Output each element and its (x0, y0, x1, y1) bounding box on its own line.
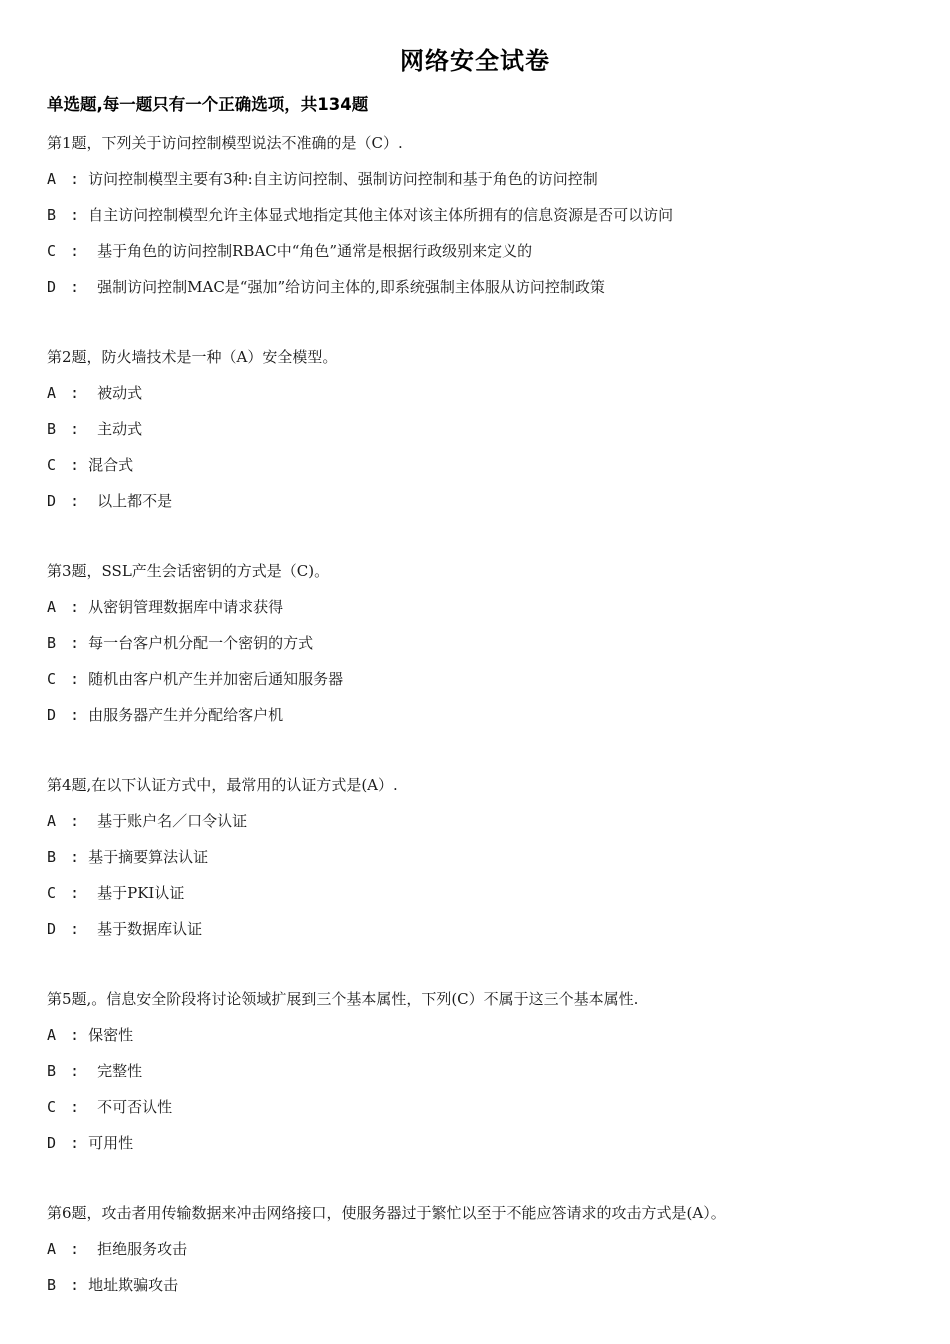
option-c (47, 447, 927, 483)
question-3 (47, 553, 927, 733)
option-text: 基于数据库认证 (97, 920, 203, 938)
option-text: 完整性 (97, 1062, 143, 1080)
option-text: 地址欺骗攻击 (88, 1276, 179, 1294)
option-separator: : (61, 278, 98, 296)
question-6 (47, 1195, 927, 1303)
option-separator: : (61, 598, 89, 616)
option-text: 以上都不是 (97, 492, 173, 510)
option-text: 每一台客户机分配一个密钥的方式 (88, 634, 314, 652)
option-letter: B (47, 848, 57, 866)
option-separator: : (61, 1134, 89, 1152)
option-separator: : (61, 920, 98, 938)
option-a (47, 803, 927, 839)
option-separator: : (61, 242, 98, 260)
option-separator: : (61, 1276, 89, 1294)
question-1 (47, 125, 927, 305)
option-b (47, 1267, 927, 1303)
option-letter: A (47, 812, 57, 830)
option-letter: B (47, 206, 57, 224)
option-text: 从密钥管理数据库中请求获得 (88, 598, 284, 616)
option-text: 基于摘要算法认证 (88, 848, 209, 866)
option-text: 基于角色的访问控制RBAC中“角色”通常是根据行政级别来定义的 (97, 242, 533, 260)
option-b (47, 197, 927, 233)
option-separator: : (61, 848, 89, 866)
option-text: 保密性 (88, 1026, 134, 1044)
option-c (47, 233, 927, 269)
question-stem: 第4题,在以下认证方式中，最常用的认证方式是(A）. (47, 776, 398, 794)
option-text: 主动式 (97, 420, 143, 438)
option-b (47, 625, 927, 661)
option-c (47, 1089, 927, 1125)
option-text: 随机由客户机产生并加密后通知服务器 (88, 670, 344, 688)
option-b (47, 411, 927, 447)
option-text: 不可否认性 (97, 1098, 173, 1116)
option-a (47, 161, 927, 197)
option-separator: : (61, 634, 89, 652)
option-separator: : (61, 670, 89, 688)
question-stem: 第6题，攻击者用传输数据来冲击网络接口，使服务器过于繁忙以至于不能应答请求的攻击方式是(A）。 (47, 1204, 726, 1222)
option-separator: : (61, 456, 89, 474)
option-a (47, 1231, 927, 1267)
option-letter: D (47, 1134, 57, 1152)
option-letter: B (47, 1062, 57, 1080)
option-letter: C (47, 670, 57, 688)
option-text: 自主访问控制模型允许主体显式地指定其他主体对该主体所拥有的信息资源是否可以访问 (88, 206, 674, 224)
question-5 (47, 981, 927, 1161)
option-c (47, 875, 927, 911)
option-d (47, 1125, 927, 1161)
question-list (47, 125, 927, 1337)
option-letter: C (47, 242, 57, 260)
option-text: 访问控制模型主要有3种:自主访问控制、强制访问控制和基于角色的访问控制 (88, 170, 598, 188)
option-separator: : (61, 384, 98, 402)
option-letter: D (47, 706, 57, 724)
option-letter: A (47, 1240, 57, 1258)
option-text: 基于PKI认证 (97, 884, 185, 902)
question-4 (47, 767, 927, 947)
option-separator: : (61, 492, 98, 510)
option-separator: : (61, 812, 98, 830)
option-letter: D (47, 920, 57, 938)
option-letter: C (47, 884, 57, 902)
option-d (47, 697, 927, 733)
option-letter: D (47, 278, 57, 296)
document-title: 网络安全试卷 (400, 47, 550, 75)
option-text: 混合式 (88, 456, 134, 474)
option-d (47, 911, 927, 947)
option-c (47, 661, 927, 697)
option-text: 拒绝服务攻击 (97, 1240, 188, 1258)
option-separator: : (61, 420, 98, 438)
option-text: 强制访问控制MAC是“强加”给访问主体的,即系统强制主体服从访问控制政策 (97, 278, 605, 296)
option-separator: : (61, 706, 89, 724)
option-letter: B (47, 1276, 57, 1294)
option-separator: : (61, 884, 98, 902)
option-separator: : (61, 1098, 98, 1116)
option-separator: : (61, 170, 89, 188)
option-separator: : (61, 206, 89, 224)
option-b (47, 839, 927, 875)
option-d (47, 483, 927, 519)
option-separator: : (61, 1240, 98, 1258)
question-stem: 第5题,。信息安全阶段将讨论领域扩展到三个基本属性，下列(C）不属于这三个基本属性. (47, 990, 639, 1008)
option-letter: A (47, 598, 57, 616)
option-a (47, 375, 927, 411)
option-letter: B (47, 420, 57, 438)
option-separator: : (61, 1026, 89, 1044)
option-b (47, 1053, 927, 1089)
option-text: 被动式 (97, 384, 143, 402)
option-letter: A (47, 384, 57, 402)
section-heading: 单选题,每一题只有一个正确选项，共134题 (47, 95, 369, 114)
option-letter: B (47, 634, 57, 652)
option-letter: A (47, 170, 57, 188)
question-stem: 第3题，SSL产生会话密钥的方式是（C)。 (47, 562, 330, 580)
option-text: 由服务器产生并分配给客户机 (88, 706, 284, 724)
option-letter: C (47, 1098, 57, 1116)
option-letter: C (47, 456, 57, 474)
option-letter: A (47, 1026, 57, 1044)
option-a (47, 589, 927, 625)
option-d (47, 269, 927, 305)
option-text: 基于账户名／口令认证 (97, 812, 248, 830)
option-separator: : (61, 1062, 98, 1080)
option-text: 可用性 (88, 1134, 134, 1152)
option-a (47, 1017, 927, 1053)
question-stem: 第2题，防火墙技术是一种（A）安全模型。 (47, 348, 338, 366)
question-2 (47, 339, 927, 519)
option-letter: D (47, 492, 57, 510)
question-stem: 第1题，下列关于访问控制模型说法不准确的是（C）. (47, 134, 403, 152)
